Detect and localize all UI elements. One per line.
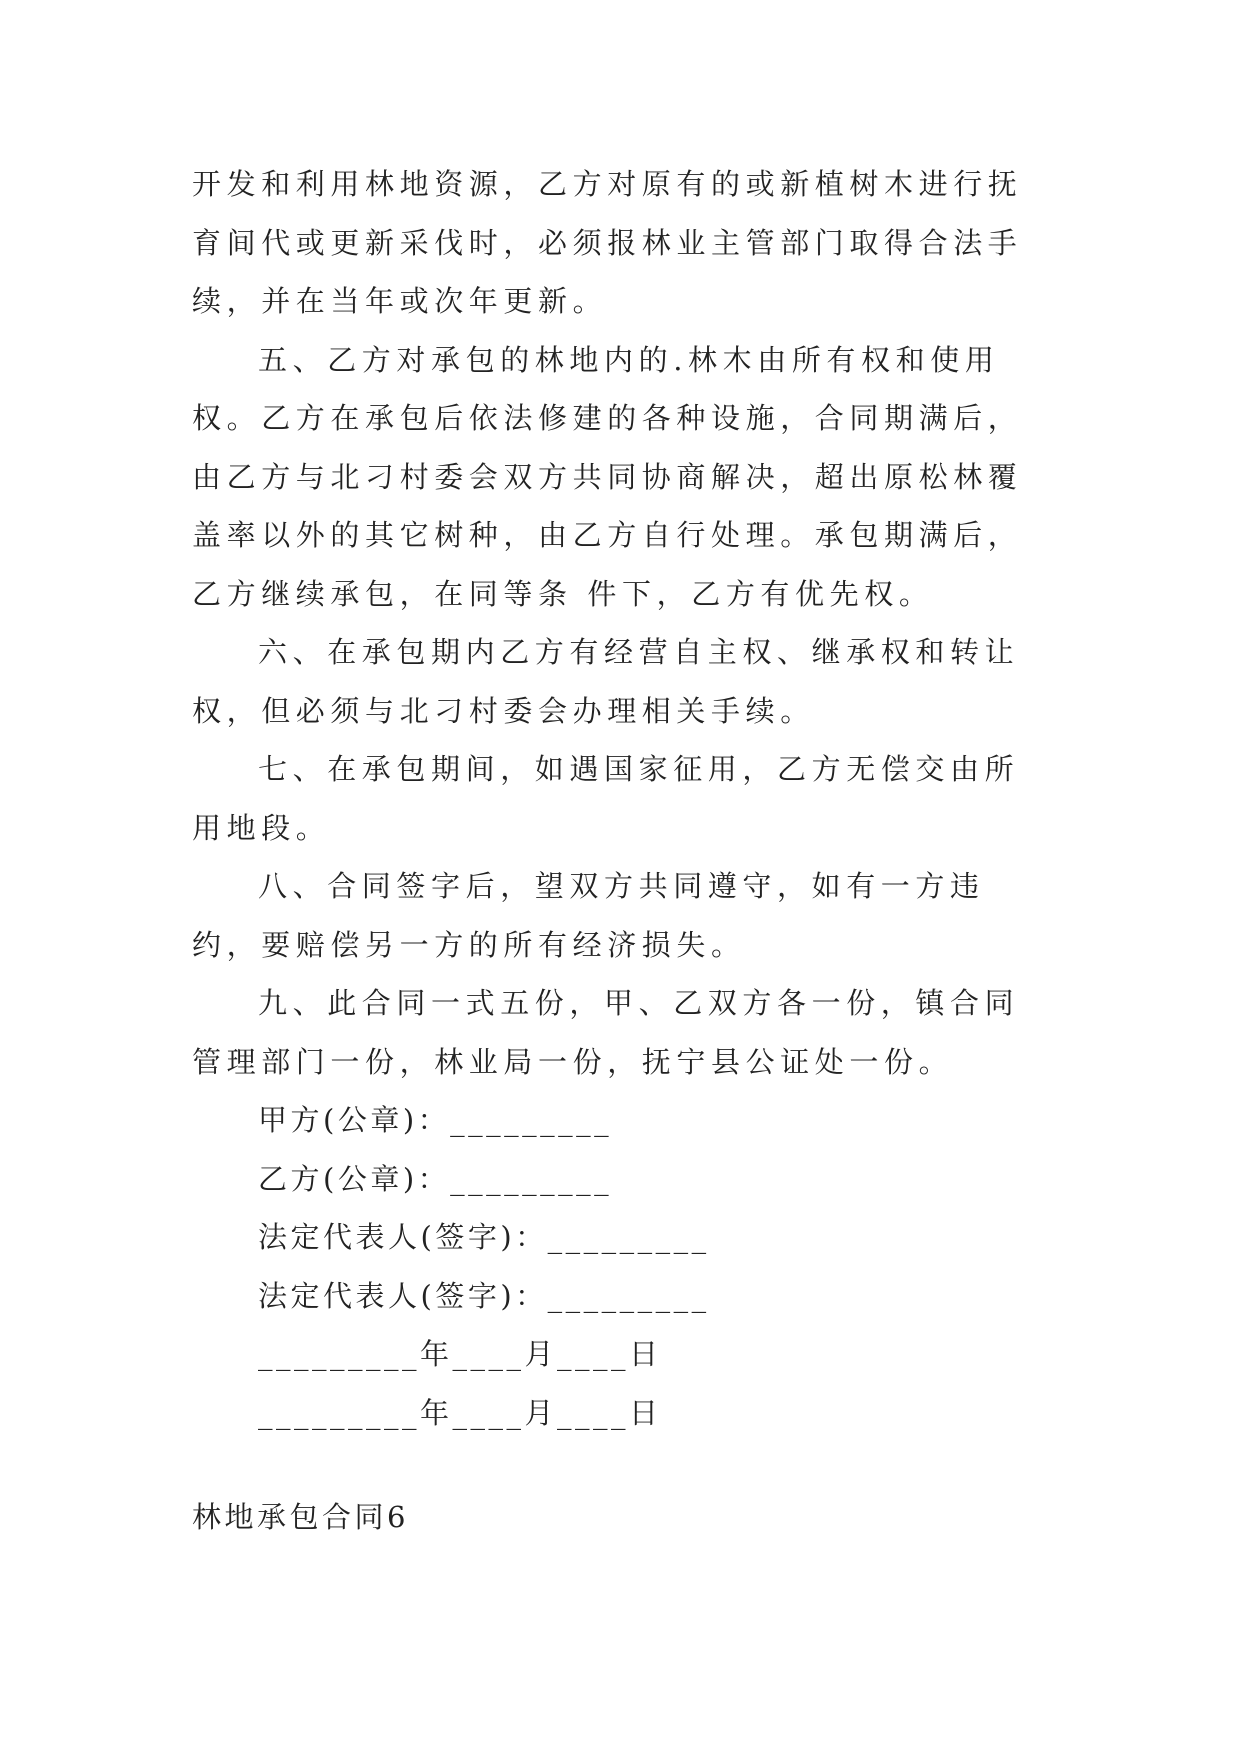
- date-line-a: _________年____月____日: [258, 1337, 662, 1371]
- clause-9: 九、此合同一式五份，甲、乙双方各一份，镇合同管理部门一份，林业局一份，抚宁县公证处一份。: [192, 986, 1020, 1079]
- signature-block: [192, 1091, 1052, 1442]
- clause-6: 六、在承包期内乙方有经营自主权、继承权和转让权，但必须与北刁村委会办理相关手续。: [192, 635, 1020, 728]
- legal-rep-signature-line-b: 法定代表人(签字)：_________: [258, 1278, 710, 1313]
- party-a-seal-line: 甲方(公章)：_________: [258, 1103, 613, 1137]
- party-b-seal-line: 乙方(公章)：_________: [258, 1161, 613, 1196]
- legal-rep-signature-line-a: 法定代表人(签字)：_________: [258, 1220, 710, 1254]
- next-contract-heading: 林地承包合同6: [192, 1500, 409, 1534]
- paragraph-continuation: 开发和利用林地资源，乙方对原有的或新植树木进行抚育间代或更新采伐时，必须报林业主管部门取得合法手续，并在当年或次年更新。: [192, 167, 1023, 318]
- document-body: [192, 155, 1052, 1442]
- clause-8: 八、合同签字后，望双方共同遵守，如有一方违约，要赔偿另一方的所有经济损失。: [192, 869, 985, 962]
- clause-7: 七、在承包期间，如遇国家征用，乙方无偿交由所用地段。: [192, 752, 1020, 845]
- date-line-b: _________年____月____日: [258, 1395, 662, 1430]
- clause-5: 五、乙方对承包的林地内的.林木由所有权和使用权。乙方在承包后依法修建的各种设施，合同期满后，由乙方与北刁村委会双方共同协商解决，超出原松林覆盖率以外的其它树种，由乙方自行处理。承包期满后，乙方继续承包，在同等条 件下，乙方有优先权。: [192, 342, 1023, 611]
